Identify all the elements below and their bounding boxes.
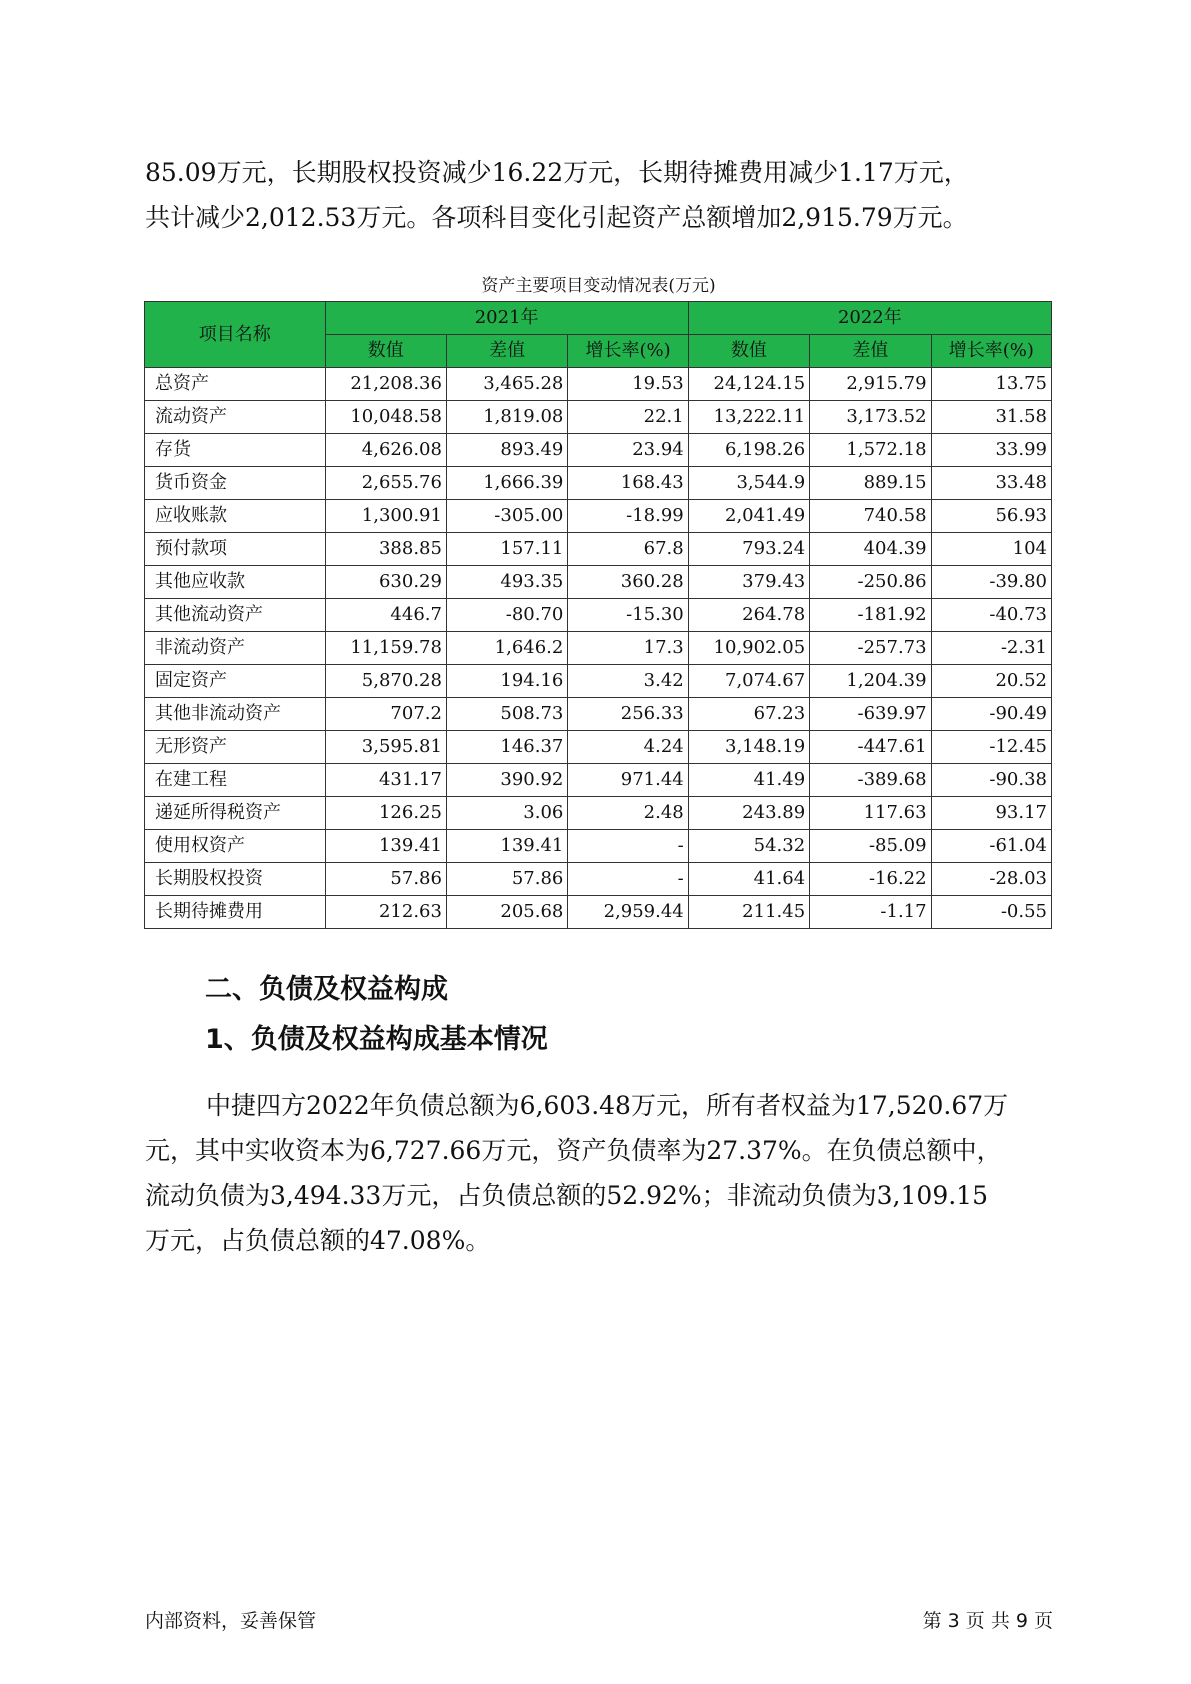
growth-2021: 23.94 (568, 434, 688, 467)
row-item-name: 货币资金 (145, 467, 326, 500)
header-year-2021: 2021年 (325, 302, 688, 335)
footer-page-number: 第 3 页 共 9 页 (922, 1610, 1053, 1632)
growth-2021: 3.42 (568, 665, 688, 698)
growth-2022: 13.75 (931, 368, 1051, 401)
table-row (145, 764, 1052, 797)
value-2021: 4,626.08 (325, 434, 446, 467)
value-2022: 41.64 (688, 863, 809, 896)
growth-2021: 2,959.44 (568, 896, 688, 929)
growth-2022: 93.17 (931, 797, 1051, 830)
diff-2021: -305.00 (446, 500, 567, 533)
row-item-name: 应收账款 (145, 500, 326, 533)
row-item-name: 总资产 (145, 368, 326, 401)
growth-2022: -12.45 (931, 731, 1051, 764)
table-row (145, 599, 1052, 632)
growth-2022: -90.49 (931, 698, 1051, 731)
diff-2021: 1,666.39 (446, 467, 567, 500)
growth-2021: - (568, 863, 688, 896)
diff-2021: 146.37 (446, 731, 567, 764)
table-row (145, 698, 1052, 731)
value-2021: 2,655.76 (325, 467, 446, 500)
growth-2021: 2.48 (568, 797, 688, 830)
growth-2022: 104 (931, 533, 1051, 566)
growth-2021: 168.43 (568, 467, 688, 500)
table-row (145, 500, 1052, 533)
value-2021: 212.63 (325, 896, 446, 929)
value-2022: 3,148.19 (688, 731, 809, 764)
row-item-name: 无形资产 (145, 731, 326, 764)
diff-2021: 1,819.08 (446, 401, 567, 434)
table-row (145, 401, 1052, 434)
body-line: 万元，占负债总额的47.08%。 (145, 1226, 491, 1255)
growth-2022: -61.04 (931, 830, 1051, 863)
table-row (145, 566, 1052, 599)
table-row (145, 632, 1052, 665)
table-body (145, 368, 1052, 929)
value-2022: 3,544.9 (688, 467, 809, 500)
diff-2022: 117.63 (810, 797, 931, 830)
growth-2022: -28.03 (931, 863, 1051, 896)
diff-2021: 194.16 (446, 665, 567, 698)
value-2021: 5,870.28 (325, 665, 446, 698)
value-2022: 264.78 (688, 599, 809, 632)
row-item-name: 长期待摊费用 (145, 896, 326, 929)
row-item-name: 预付款项 (145, 533, 326, 566)
footer-confidential-note: 内部资料，妥善保管 (145, 1610, 317, 1632)
diff-2021: 157.11 (446, 533, 567, 566)
row-item-name: 其他非流动资产 (145, 698, 326, 731)
value-2021: 446.7 (325, 599, 446, 632)
value-2022: 41.49 (688, 764, 809, 797)
header-value-2021: 数值 (325, 335, 446, 368)
diff-2022: -16.22 (810, 863, 931, 896)
growth-2021: 971.44 (568, 764, 688, 797)
diff-2021: 3.06 (446, 797, 567, 830)
growth-2022: 56.93 (931, 500, 1051, 533)
growth-2021: 4.24 (568, 731, 688, 764)
value-2021: 630.29 (325, 566, 446, 599)
row-item-name: 在建工程 (145, 764, 326, 797)
diff-2022: 404.39 (810, 533, 931, 566)
header-diff-2022: 差值 (810, 335, 931, 368)
diff-2022: -1.17 (810, 896, 931, 929)
header-value-2022: 数值 (688, 335, 809, 368)
value-2022: 67.23 (688, 698, 809, 731)
diff-2022: -181.92 (810, 599, 931, 632)
subsection-heading: 1、负债及权益构成基本情况 (205, 1024, 548, 1055)
growth-2021: 19.53 (568, 368, 688, 401)
row-item-name: 其他应收款 (145, 566, 326, 599)
growth-2022: 31.58 (931, 401, 1051, 434)
growth-2022: -40.73 (931, 599, 1051, 632)
value-2021: 707.2 (325, 698, 446, 731)
table-row (145, 467, 1052, 500)
diff-2021: 3,465.28 (446, 368, 567, 401)
value-2022: 793.24 (688, 533, 809, 566)
body-line: 流动负债为3,494.33万元，占负债总额的52.92%；非流动负债为3,109.15 (145, 1181, 988, 1210)
value-2021: 126.25 (325, 797, 446, 830)
diff-2021: 493.35 (446, 566, 567, 599)
growth-2021: 17.3 (568, 632, 688, 665)
diff-2022: -389.68 (810, 764, 931, 797)
value-2021: 431.17 (325, 764, 446, 797)
table-row (145, 434, 1052, 467)
value-2022: 24,124.15 (688, 368, 809, 401)
growth-2021: -18.99 (568, 500, 688, 533)
row-item-name: 存货 (145, 434, 326, 467)
table-caption: 资产主要项目变动情况表(万元) (481, 276, 716, 296)
table-row (145, 830, 1052, 863)
diff-2021: 139.41 (446, 830, 567, 863)
row-item-name: 非流动资产 (145, 632, 326, 665)
asset-change-table (144, 301, 1052, 929)
growth-2022: -39.80 (931, 566, 1051, 599)
table-row (145, 731, 1052, 764)
diff-2022: 3,173.52 (810, 401, 931, 434)
diff-2022: -447.61 (810, 731, 931, 764)
diff-2022: -257.73 (810, 632, 931, 665)
diff-2021: -80.70 (446, 599, 567, 632)
growth-2022: -90.38 (931, 764, 1051, 797)
intro-line: 85.09万元，长期股权投资减少16.22万元，长期待摊费用减少1.17万元， (145, 158, 969, 187)
diff-2021: 1,646.2 (446, 632, 567, 665)
header-diff-2021: 差值 (446, 335, 567, 368)
value-2021: 3,595.81 (325, 731, 446, 764)
growth-2021: 256.33 (568, 698, 688, 731)
row-item-name: 递延所得税资产 (145, 797, 326, 830)
value-2022: 54.32 (688, 830, 809, 863)
diff-2021: 57.86 (446, 863, 567, 896)
diff-2021: 508.73 (446, 698, 567, 731)
growth-2021: - (568, 830, 688, 863)
header-growth-2022: 增长率(%) (931, 335, 1051, 368)
header-growth-2021: 增长率(%) (568, 335, 688, 368)
value-2022: 243.89 (688, 797, 809, 830)
value-2021: 57.86 (325, 863, 446, 896)
growth-2021: 360.28 (568, 566, 688, 599)
row-item-name: 固定资产 (145, 665, 326, 698)
body-line: 元，其中实收资本为6,727.66万元，资产负债率为27.37%。在负债总额中， (145, 1136, 1002, 1165)
table-row (145, 665, 1052, 698)
growth-2022: 33.48 (931, 467, 1051, 500)
row-item-name: 使用权资产 (145, 830, 326, 863)
diff-2022: 1,572.18 (810, 434, 931, 467)
diff-2022: 889.15 (810, 467, 931, 500)
growth-2022: -2.31 (931, 632, 1051, 665)
table-header-row-years (145, 302, 1052, 335)
table-row (145, 533, 1052, 566)
growth-2021: -15.30 (568, 599, 688, 632)
value-2021: 11,159.78 (325, 632, 446, 665)
value-2021: 21,208.36 (325, 368, 446, 401)
diff-2021: 390.92 (446, 764, 567, 797)
growth-2022: 20.52 (931, 665, 1051, 698)
value-2021: 139.41 (325, 830, 446, 863)
value-2022: 2,041.49 (688, 500, 809, 533)
header-year-2022: 2022年 (688, 302, 1051, 335)
table-row (145, 797, 1052, 830)
intro-paragraph (145, 150, 1045, 240)
row-item-name: 长期股权投资 (145, 863, 326, 896)
value-2022: 7,074.67 (688, 665, 809, 698)
section-heading: 二、负债及权益构成 (205, 974, 448, 1005)
table-row (145, 863, 1052, 896)
value-2022: 6,198.26 (688, 434, 809, 467)
growth-2021: 22.1 (568, 401, 688, 434)
growth-2021: 67.8 (568, 533, 688, 566)
value-2021: 1,300.91 (325, 500, 446, 533)
table-row (145, 896, 1052, 929)
value-2022: 379.43 (688, 566, 809, 599)
body-paragraph (145, 1083, 1045, 1263)
value-2022: 211.45 (688, 896, 809, 929)
body-line: 中捷四方2022年负债总额为6,603.48万元，所有者权益为17,520.67万 (206, 1091, 1009, 1120)
diff-2022: 1,204.39 (810, 665, 931, 698)
diff-2021: 205.68 (446, 896, 567, 929)
intro-line: 共计减少2,012.53万元。各项科目变化引起资产总额增加2,915.79万元。 (145, 203, 968, 232)
diff-2022: -639.97 (810, 698, 931, 731)
diff-2021: 893.49 (446, 434, 567, 467)
header-item-name: 项目名称 (145, 302, 326, 368)
table-row (145, 368, 1052, 401)
diff-2022: -250.86 (810, 566, 931, 599)
growth-2022: -0.55 (931, 896, 1051, 929)
value-2022: 10,902.05 (688, 632, 809, 665)
value-2021: 10,048.58 (325, 401, 446, 434)
value-2021: 388.85 (325, 533, 446, 566)
row-item-name: 其他流动资产 (145, 599, 326, 632)
value-2022: 13,222.11 (688, 401, 809, 434)
growth-2022: 33.99 (931, 434, 1051, 467)
row-item-name: 流动资产 (145, 401, 326, 434)
diff-2022: -85.09 (810, 830, 931, 863)
diff-2022: 740.58 (810, 500, 931, 533)
diff-2022: 2,915.79 (810, 368, 931, 401)
